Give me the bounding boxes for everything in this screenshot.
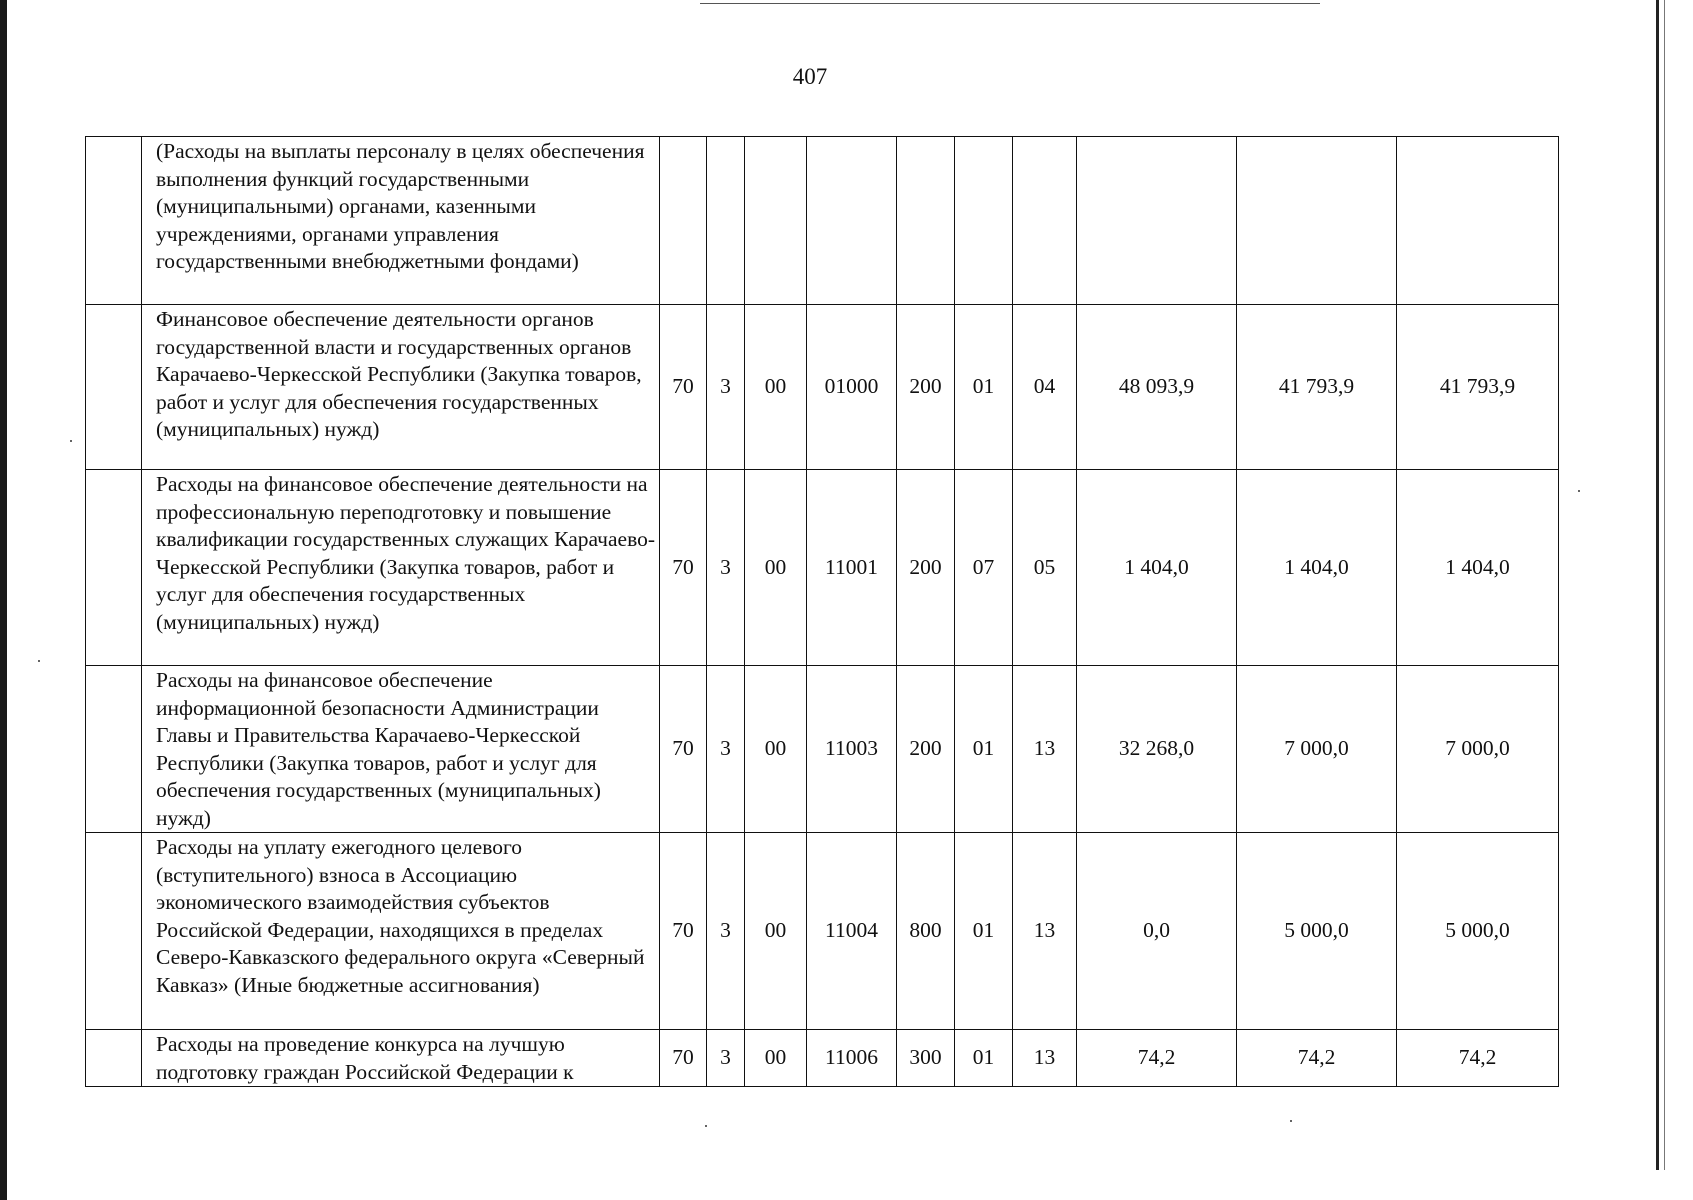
row-number-cell: [86, 305, 142, 470]
amount-cell-v2: 41 793,9: [1237, 305, 1397, 470]
amount-cell-v3: 74,2: [1397, 1030, 1559, 1087]
amount-cell-v1: [1077, 137, 1237, 305]
scan-border-right-inner: [1664, 0, 1665, 1170]
description-cell: (Расходы на выплаты персоналу в целях обеспечения выполнения функций государственными (муниципальными) органами, казенными учреждениями, органами управления государственными внебюджетными фондами): [142, 137, 660, 305]
code-cell-c6: 01: [955, 305, 1013, 470]
amount-cell-v1: 0,0: [1077, 833, 1237, 1030]
amount-cell-v1: 32 268,0: [1077, 666, 1237, 833]
description-cell: Расходы на уплату ежегодного целевого (вступительного) взноса в Ассоциацию экономического взаимодействия субъектов Российской Федерации, находящихся в пределах Северо-Кавказского федерального округа «Северный Кавказ» (Иные бюджетные ассигнования): [142, 833, 660, 1030]
row-number-cell: [86, 833, 142, 1030]
code-cell-c7: 04: [1013, 305, 1077, 470]
code-cell-c7: 05: [1013, 470, 1077, 666]
code-cell-c2: 3: [707, 666, 745, 833]
code-cell-c5: 200: [897, 305, 955, 470]
code-cell-c2: 3: [707, 833, 745, 1030]
amount-cell-v3: 5 000,0: [1397, 833, 1559, 1030]
code-cell-c5: 200: [897, 666, 955, 833]
page-number: 407: [792, 64, 828, 89]
scan-speck: [1290, 1120, 1292, 1122]
code-cell-c2: [707, 137, 745, 305]
amount-cell-v3: 41 793,9: [1397, 305, 1559, 470]
scan-speck: [705, 1125, 707, 1127]
code-cell-c3: 00: [745, 666, 807, 833]
scan-speck: [38, 660, 40, 662]
amount-cell-v2: 7 000,0: [1237, 666, 1397, 833]
code-cell-c4: 11001: [807, 470, 897, 666]
code-cell-c5: [897, 137, 955, 305]
scan-border-right: [1656, 0, 1659, 1170]
scan-speck: [1578, 490, 1580, 492]
code-cell-c1: 70: [660, 305, 707, 470]
amount-cell-v3: [1397, 137, 1559, 305]
amount-cell-v2: 5 000,0: [1237, 833, 1397, 1030]
description-cell: Расходы на проведение конкурса на лучшую подготовку граждан Российской Федерации к: [142, 1030, 660, 1087]
code-cell-c4: 01000: [807, 305, 897, 470]
code-cell-c3: 00: [745, 833, 807, 1030]
table-body: [86, 137, 1559, 1087]
code-cell-c2: 3: [707, 305, 745, 470]
row-number-cell: [86, 470, 142, 666]
code-cell-c1: 70: [660, 1030, 707, 1087]
code-cell-c6: [955, 137, 1013, 305]
code-cell-c7: 13: [1013, 666, 1077, 833]
table-row: [86, 137, 1559, 305]
amount-cell-v2: 1 404,0: [1237, 470, 1397, 666]
code-cell-c3: [745, 137, 807, 305]
code-cell-c1: [660, 137, 707, 305]
code-cell-c1: 70: [660, 666, 707, 833]
code-cell-c4: 11004: [807, 833, 897, 1030]
row-number-cell: [86, 137, 142, 305]
code-cell-c1: 70: [660, 833, 707, 1030]
code-cell-c5: 200: [897, 470, 955, 666]
code-cell-c7: 13: [1013, 1030, 1077, 1087]
code-cell-c1: 70: [660, 470, 707, 666]
scan-border-top: [700, 3, 1320, 4]
amount-cell-v1: 1 404,0: [1077, 470, 1237, 666]
table-row: [86, 1030, 1559, 1087]
scan-border-left: [0, 0, 7, 1200]
code-cell-c4: 11006: [807, 1030, 897, 1087]
description-cell: Расходы на финансовое обеспечение деятельности на профессиональную переподготовку и повышение квалификации государственных служащих Карачаево-Черкесской Республики (Закупка товаров, работ и услуг для обеспечения государственных (муниципальных) нужд): [142, 470, 660, 666]
table-row: [86, 470, 1559, 666]
code-cell-c2: 3: [707, 470, 745, 666]
code-cell-c7: [1013, 137, 1077, 305]
amount-cell-v2: [1237, 137, 1397, 305]
scan-speck: [70, 440, 72, 442]
description-cell: Расходы на финансовое обеспечение информационной безопасности Администрации Главы и Правительства Карачаево-Черкесской Республики (Закупка товаров, работ и услуг для обеспечения государственных (муниципальных) нужд): [142, 666, 660, 833]
code-cell-c6: 01: [955, 833, 1013, 1030]
code-cell-c7: 13: [1013, 833, 1077, 1030]
amount-cell-v3: 1 404,0: [1397, 470, 1559, 666]
code-cell-c4: 11003: [807, 666, 897, 833]
code-cell-c3: 00: [745, 1030, 807, 1087]
code-cell-c6: 01: [955, 666, 1013, 833]
code-cell-c3: 00: [745, 305, 807, 470]
budget-table: [85, 136, 1559, 1087]
code-cell-c3: 00: [745, 470, 807, 666]
row-number-cell: [86, 666, 142, 833]
table-row: [86, 833, 1559, 1030]
code-cell-c2: 3: [707, 1030, 745, 1087]
code-cell-c6: 07: [955, 470, 1013, 666]
code-cell-c6: 01: [955, 1030, 1013, 1087]
table-row: [86, 666, 1559, 833]
description-cell: Финансовое обеспечение деятельности органов государственной власти и государственных органов Карачаево-Черкесской Республики (Закупка товаров, работ и услуг для обеспечения государственных (муниципальных) нужд): [142, 305, 660, 470]
amount-cell-v1: 48 093,9: [1077, 305, 1237, 470]
amount-cell-v2: 74,2: [1237, 1030, 1397, 1087]
code-cell-c5: 300: [897, 1030, 955, 1087]
code-cell-c4: [807, 137, 897, 305]
table-row: [86, 305, 1559, 470]
amount-cell-v3: 7 000,0: [1397, 666, 1559, 833]
code-cell-c5: 800: [897, 833, 955, 1030]
amount-cell-v1: 74,2: [1077, 1030, 1237, 1087]
row-number-cell: [86, 1030, 142, 1087]
